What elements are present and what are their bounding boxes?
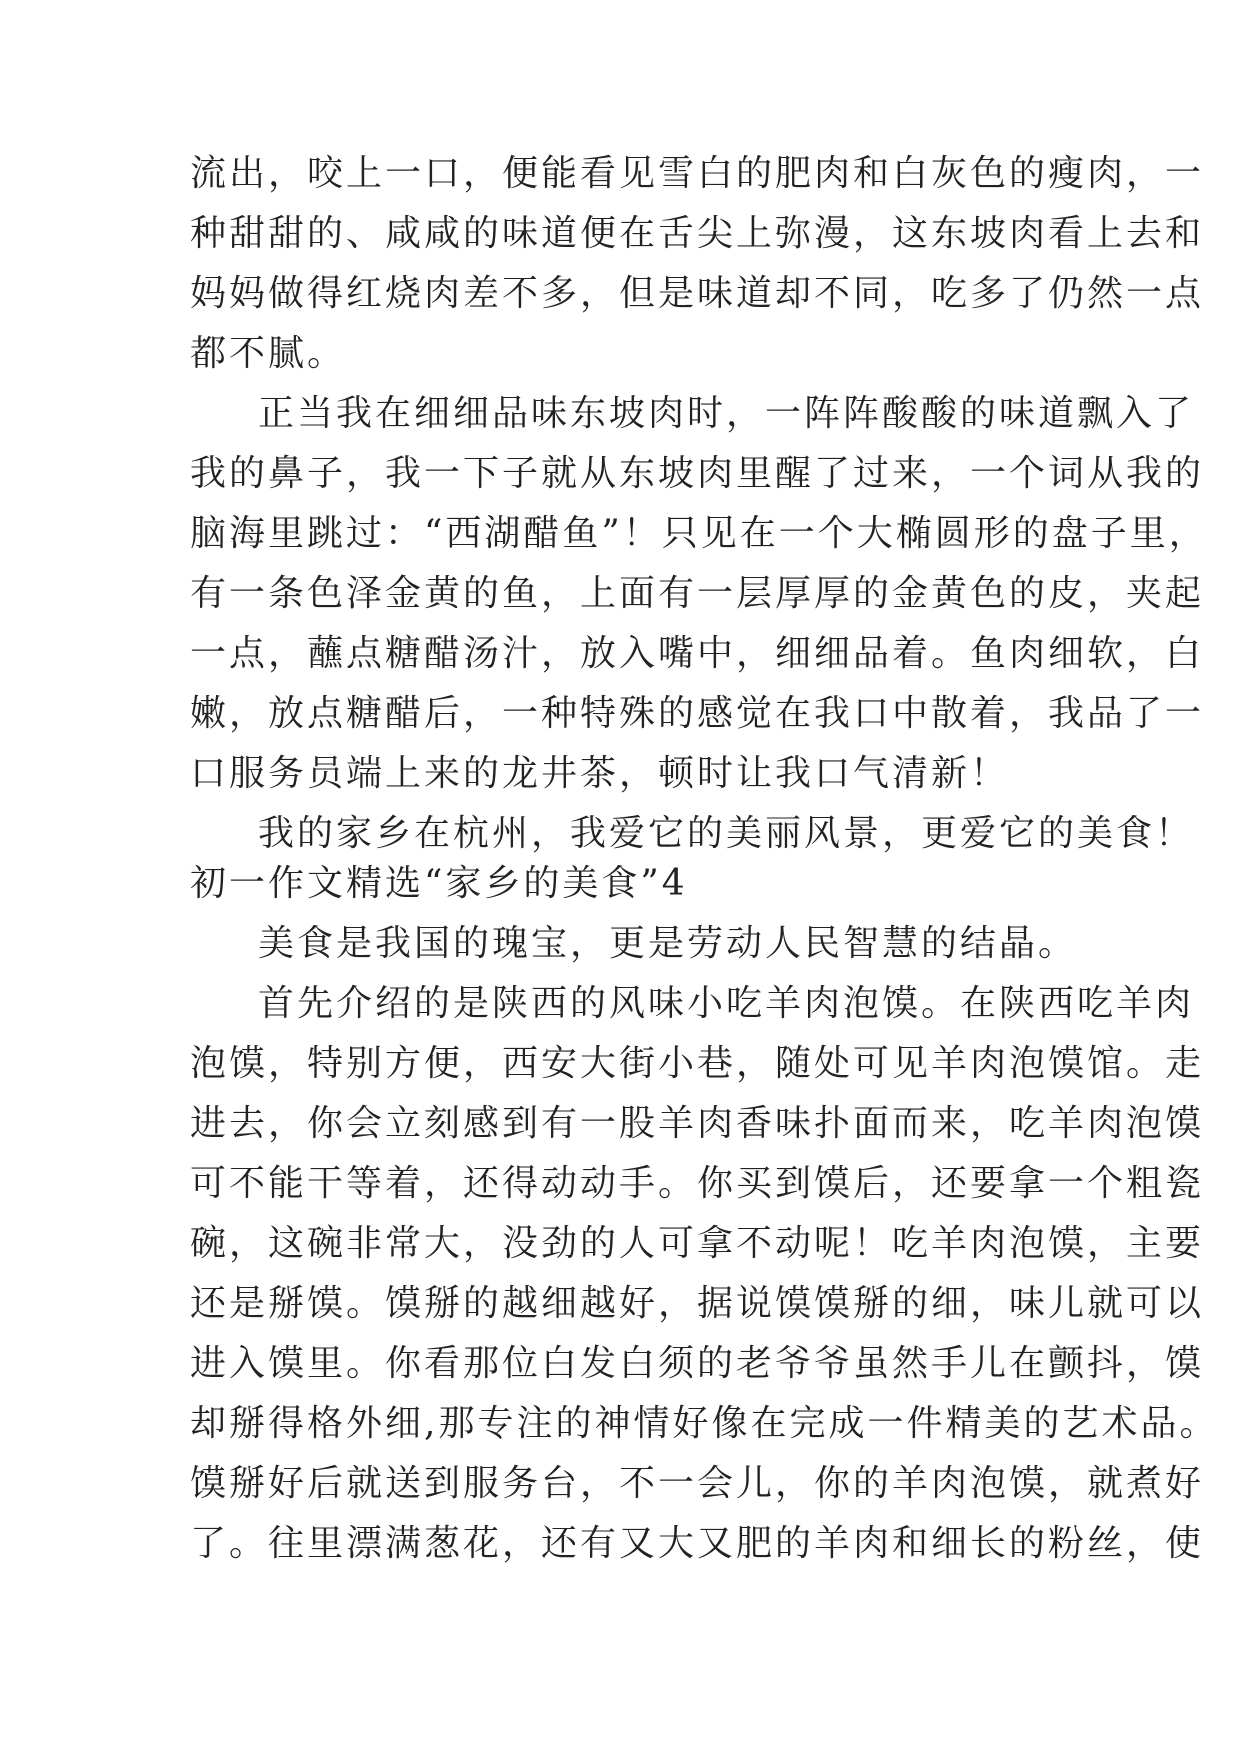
text-line: 了。往里漂满葱花，还有又大又肥的羊肉和细长的粉丝，使 [190,1523,1205,1564]
text-line: 却掰得格外细,那专注的神情好像在完成一件精美的艺术品。 [190,1403,1219,1444]
text-line: 脑海里跳过：“西湖醋鱼”！只见在一个大椭圆形的盘子里， [190,513,1208,554]
text-line: 进入馍里。你看那位白发白须的老爷爷虽然手儿在颤抖，馍 [190,1343,1205,1384]
text-line: 进去，你会立刻感到有一股羊肉香味扑面而来，吃羊肉泡馍 [190,1103,1205,1144]
text-line: 种甜甜的、咸咸的味道便在舌尖上弥漫，这东坡肉看上去和 [190,213,1205,254]
text-line: 妈妈做得红烧肉差不多，但是味道却不同，吃多了仍然一点 [190,273,1205,314]
text-line: 嫩，放点糖醋后，一种特殊的感觉在我口中散着，我品了一 [190,693,1205,734]
text-line: 泡馍，特别方便，西安大街小巷，随处可见羊肉泡馍馆。走 [190,1043,1205,1084]
text-line: 美食是我国的瑰宝，更是劳动人民智慧的结晶。 [258,923,1078,964]
text-line: 有一条色泽金黄的鱼，上面有一层厚厚的金黄色的皮，夹起 [190,573,1205,614]
text-line: 首先介绍的是陕西的风味小吃羊肉泡馍。在陕西吃羊肉 [258,983,1195,1024]
text-line: 口服务员端上来的龙井茶，顿时让我口气清新！ [190,753,1010,794]
text-line: 我的鼻子，我一下子就从东坡肉里醒了过来，一个词从我的 [190,453,1205,494]
text-line: 流出，咬上一口，便能看见雪白的肥肉和白灰色的瘦肉，一 [190,153,1205,194]
text-line: 正当我在细细品味东坡肉时，一阵阵酸酸的味道飘入了 [258,393,1195,434]
section-heading: 初一作文精选“家乡的美食”4 [190,863,688,904]
text-line: 我的家乡在杭州，我爱它的美丽风景，更爱它的美食！ [258,813,1195,854]
text-line: 都不腻。 [190,333,347,374]
text-line: 还是掰馍。馍掰的越细越好，据说馍馍掰的细，味儿就可以 [190,1283,1205,1324]
text-line: 一点，蘸点糖醋汤汁，放入嘴中，细细品着。鱼肉细软，白 [190,633,1205,674]
text-line: 可不能干等着，还得动动手。你买到馍后，还要拿一个粗瓷 [190,1163,1205,1204]
text-line: 碗，这碗非常大，没劲的人可拿不动呢！吃羊肉泡馍，主要 [190,1223,1205,1264]
text-line: 馍掰好后就送到服务台，不一会儿，你的羊肉泡馍，就煮好 [190,1463,1205,1504]
